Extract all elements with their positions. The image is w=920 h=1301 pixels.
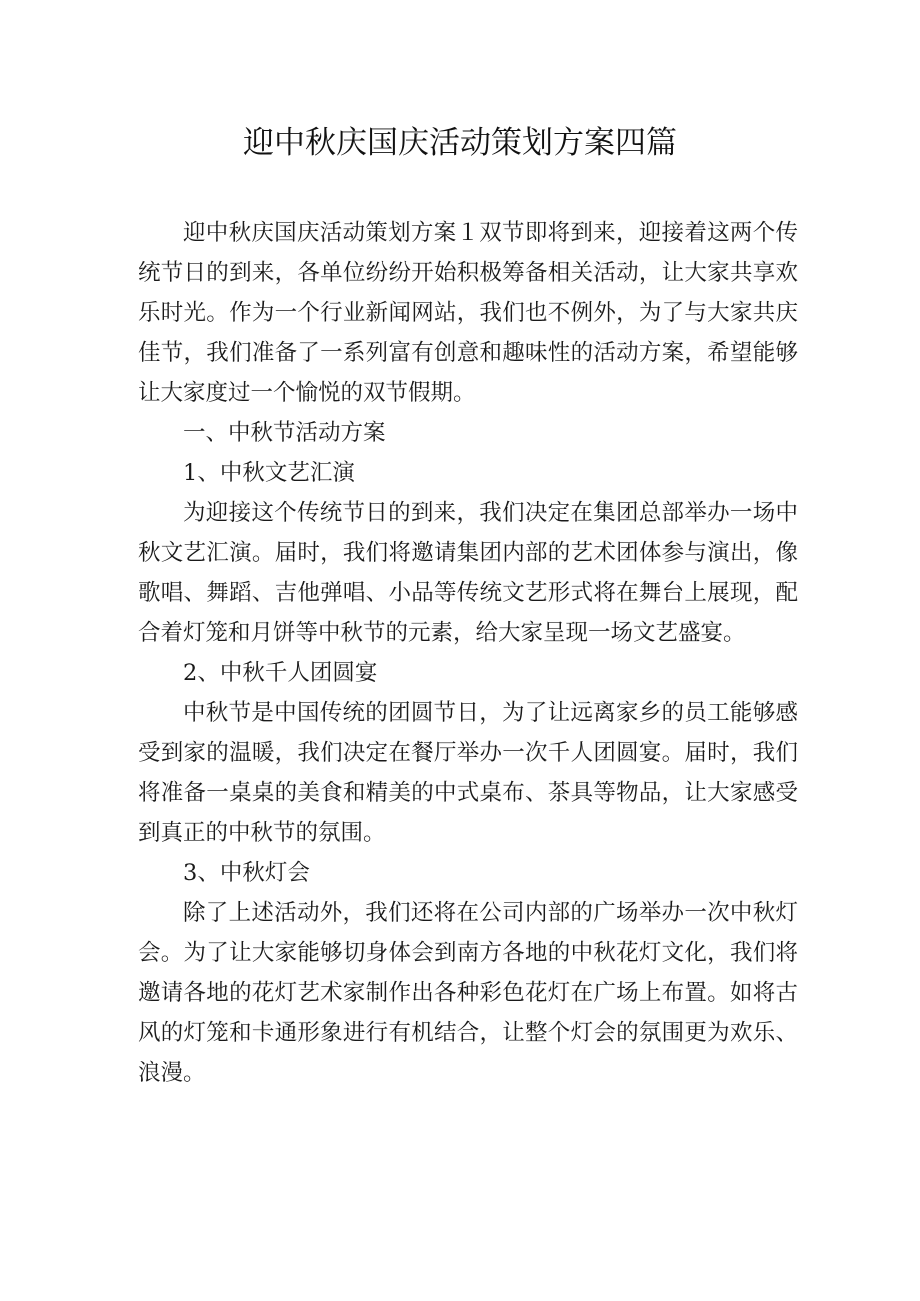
document-body bbox=[138, 213, 798, 1093]
document-title: 迎中秋庆国庆活动策划方案四篇 bbox=[243, 125, 677, 161]
gala-paragraph: 为迎接这个传统节日的到来，我们决定在集团总部举办一场中秋文艺汇演。届时，我们将邀请集团内部的艺术团体参与演出，像歌唱、舞蹈、吉他弹唱、小品等传统文艺形式将在舞台上展现，配合着灯笼和月饼等中秋节的元素，给大家呈现一场文艺盛宴。 bbox=[138, 500, 798, 646]
subheading-lantern-fair: 3、中秋灯会 bbox=[183, 860, 310, 886]
subheading-banquet: 2、中秋千人团圆宴 bbox=[183, 660, 378, 686]
lantern-fair-paragraph: 除了上述活动外，我们还将在公司内部的广场举办一次中秋灯会。为了让大家能够切身体会到南方各地的中秋花灯文化，我们将邀请各地的花灯艺术家制作出各种彩色花灯在广场上布置。如将古风的灯笼和卡通形象进行有机结合，让整个灯会的氛围更为欢乐、浪漫。 bbox=[138, 900, 798, 1086]
section-heading-mid-autumn: 一、中秋节活动方案 bbox=[183, 420, 386, 446]
banquet-paragraph: 中秋节是中国传统的团圆节日，为了让远离家乡的员工能够感受到家的温暖，我们决定在餐厅举办一次千人团圆宴。届时，我们将准备一桌桌的美食和精美的中式桌布、茶具等物品，让大家感受到真正的中秋节的氛围。 bbox=[138, 700, 798, 846]
intro-paragraph: 迎中秋庆国庆活动策划方案１双节即将到来，迎接着这两个传统节日的到来，各单位纷纷开始积极筹备相关活动，让大家共享欢乐时光。作为一个行业新闻网站，我们也不例外，为了与大家共庆佳节，我们准备了一系列富有创意和趣味性的活动方案，希望能够让大家度过一个愉悦的双节假期。 bbox=[138, 220, 798, 406]
subheading-gala: 1、中秋文艺汇演 bbox=[183, 460, 355, 486]
